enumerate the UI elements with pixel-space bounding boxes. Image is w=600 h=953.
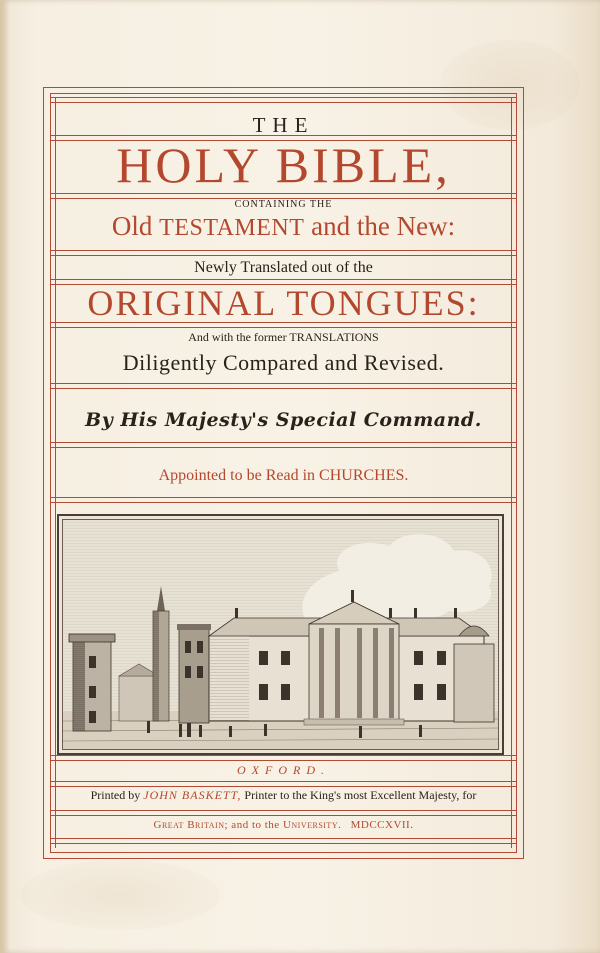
divider-rule: [50, 781, 517, 787]
printer-title: Printer to the King's most Excellent Majesty, for: [244, 788, 477, 802]
translations-word: TRANSLATIONS: [289, 330, 379, 344]
university: University.: [282, 819, 342, 831]
engraving-plate: [57, 514, 504, 755]
containing-line: CONTAINING THE: [234, 199, 333, 210]
appointed-churches-line: [50, 468, 517, 484]
divider-rule: [50, 838, 517, 844]
imprint-printed-by-line: [50, 789, 517, 801]
testament-word: TESTAMENT: [159, 215, 305, 241]
title-holy-bible: HOLY BIBLE,: [116, 137, 451, 193]
printed-by-label: Printed by: [90, 788, 141, 802]
old-word: Old: [111, 211, 153, 241]
former-translations-line: [50, 331, 517, 343]
paper-foxing: [20, 860, 220, 930]
printer-name: JOHN BASKETT,: [143, 788, 242, 802]
former-prefix: And with the former: [188, 330, 287, 344]
compared-revised-line: Diligently Compared and Revised.: [122, 350, 445, 375]
divider-rule: [50, 810, 517, 816]
title-the: THE: [252, 113, 315, 137]
special-command-line: By His Majesty's Special Command.: [85, 409, 482, 431]
divider-rule: [50, 497, 517, 503]
and-the-new-words: and the New:: [311, 211, 456, 241]
divider-rule: [50, 755, 517, 761]
original-tongues-line: ORIGINAL TONGUES:: [87, 283, 480, 323]
divider-rule: [50, 442, 517, 448]
divider-rule: [50, 383, 517, 389]
translated-line: Newly Translated out of the: [194, 259, 373, 276]
appointed-prefix: Appointed to be Read in: [158, 467, 316, 484]
imprint-oxford: OXFORD.: [237, 763, 330, 777]
churches-word: CHURCHES.: [319, 467, 409, 484]
page-spine-shadow: [0, 0, 10, 953]
great-britain: Great Britain: [153, 819, 225, 831]
old-and-new-testament-line: [50, 213, 517, 240]
imprint-year: MDCCXVII.: [350, 819, 414, 831]
to-the-words: ; and to the: [224, 819, 280, 831]
sheldonian-theatre-engraving: [59, 516, 502, 753]
imprint-great-britain-line: [50, 820, 517, 831]
divider-rule: [50, 250, 517, 256]
divider-rule: [50, 97, 517, 103]
